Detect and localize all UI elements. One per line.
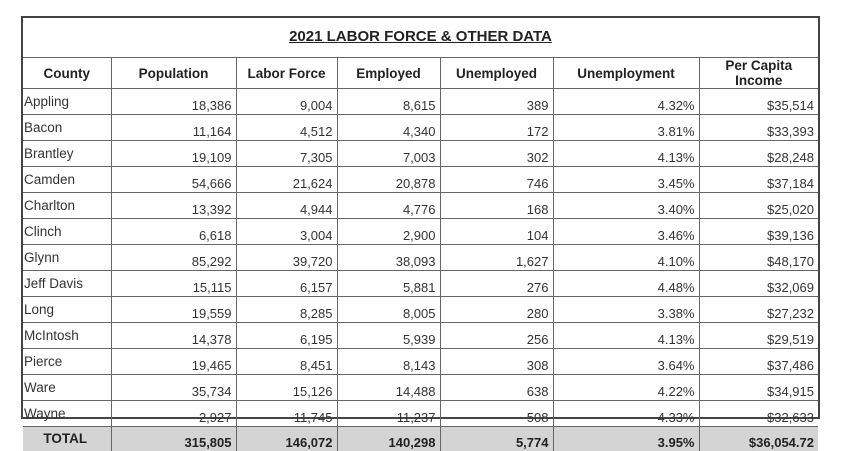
cell-labor-force: 21,624 — [236, 167, 337, 193]
cell-unemployment-rate: 4.13% — [553, 323, 699, 349]
cell-per-capita-income: $27,232 — [699, 297, 818, 323]
cell-unemployed: 172 — [440, 115, 553, 141]
cell-unemployment-rate: 4.13% — [553, 141, 699, 167]
cell-employed: 11,237 — [337, 401, 440, 427]
cell-labor-force: 6,157 — [236, 271, 337, 297]
header-row — [23, 58, 818, 89]
table-body — [23, 89, 818, 451]
cell-unemployment-rate: 3.46% — [553, 219, 699, 245]
cell-unemployed: 302 — [440, 141, 553, 167]
cell-per-capita-income: $32,633 — [699, 401, 818, 427]
cell-county: Long — [23, 297, 111, 323]
cell-labor-force: 15,126 — [236, 375, 337, 401]
header-per-capita-income: Per Capita Income — [699, 58, 818, 89]
cell-unemployment-rate: 4.22% — [553, 375, 699, 401]
cell-per-capita-income: $25,020 — [699, 193, 818, 219]
cell-county: Jeff Davis — [23, 271, 111, 297]
cell-labor-force: 8,285 — [236, 297, 337, 323]
cell-unemployment-rate: 4.32% — [553, 89, 699, 115]
cell-labor-force: 4,944 — [236, 193, 337, 219]
cell-unemployment-rate: 3.45% — [553, 167, 699, 193]
cell-per-capita-income: $48,170 — [699, 245, 818, 271]
cell-unemployed: 746 — [440, 167, 553, 193]
table-row — [23, 245, 818, 271]
cell-labor-force: 39,720 — [236, 245, 337, 271]
title-row — [23, 18, 818, 58]
cell-unemployment-rate: 4.10% — [553, 245, 699, 271]
total-employed: 140,298 — [337, 427, 440, 451]
cell-unemployed: 389 — [440, 89, 553, 115]
cell-employed: 8,143 — [337, 349, 440, 375]
cell-employed: 8,615 — [337, 89, 440, 115]
cell-labor-force: 3,004 — [236, 219, 337, 245]
cell-per-capita-income: $34,915 — [699, 375, 818, 401]
total-unemployed: 5,774 — [440, 427, 553, 451]
table-row — [23, 323, 818, 349]
cell-unemployment-rate: 4.48% — [553, 271, 699, 297]
table-row — [23, 193, 818, 219]
cell-population: 14,378 — [111, 323, 236, 349]
cell-population: 2,927 — [111, 401, 236, 427]
total-labor-force: 146,072 — [236, 427, 337, 451]
header-labor-force: Labor Force — [236, 58, 337, 89]
table-row — [23, 141, 818, 167]
cell-per-capita-income: $28,248 — [699, 141, 818, 167]
cell-population: 35,734 — [111, 375, 236, 401]
cell-employed: 38,093 — [337, 245, 440, 271]
total-county: TOTAL — [23, 427, 111, 451]
cell-employed: 20,878 — [337, 167, 440, 193]
cell-per-capita-income: $32,069 — [699, 271, 818, 297]
cell-employed: 5,881 — [337, 271, 440, 297]
cell-per-capita-income: $37,184 — [699, 167, 818, 193]
table-row — [23, 401, 818, 427]
cell-county: Pierce — [23, 349, 111, 375]
cell-labor-force: 4,512 — [236, 115, 337, 141]
cell-population: 15,115 — [111, 271, 236, 297]
table-row — [23, 271, 818, 297]
cell-per-capita-income: $33,393 — [699, 115, 818, 141]
cell-per-capita-income: $37,486 — [699, 349, 818, 375]
cell-population: 19,559 — [111, 297, 236, 323]
cell-labor-force: 11,745 — [236, 401, 337, 427]
cell-county: McIntosh — [23, 323, 111, 349]
cell-population: 13,392 — [111, 193, 236, 219]
cell-employed: 14,488 — [337, 375, 440, 401]
cell-population: 19,109 — [111, 141, 236, 167]
cell-population: 6,618 — [111, 219, 236, 245]
total-per-capita-income: $36,054.72 — [699, 427, 818, 451]
cell-per-capita-income: $35,514 — [699, 89, 818, 115]
cell-labor-force: 9,004 — [236, 89, 337, 115]
cell-unemployed: 280 — [440, 297, 553, 323]
cell-labor-force: 7,305 — [236, 141, 337, 167]
cell-county: Camden — [23, 167, 111, 193]
cell-employed: 8,005 — [337, 297, 440, 323]
table-title: 2021 LABOR FORCE & OTHER DATA — [23, 28, 818, 45]
cell-population: 54,666 — [111, 167, 236, 193]
cell-labor-force: 6,195 — [236, 323, 337, 349]
cell-unemployment-rate: 3.81% — [553, 115, 699, 141]
header-county: County — [23, 58, 111, 89]
table-row — [23, 89, 818, 115]
cell-county: Clinch — [23, 219, 111, 245]
cell-unemployment-rate: 3.64% — [553, 349, 699, 375]
cell-employed: 4,340 — [337, 115, 440, 141]
cell-employed: 5,939 — [337, 323, 440, 349]
cell-employed: 4,776 — [337, 193, 440, 219]
cell-unemployment-rate: 3.38% — [553, 297, 699, 323]
cell-county: Ware — [23, 375, 111, 401]
header-unemployed: Unemployed — [440, 58, 553, 89]
total-unemployment-rate: 3.95% — [553, 427, 699, 451]
cell-unemployed: 104 — [440, 219, 553, 245]
cell-per-capita-income: $39,136 — [699, 219, 818, 245]
table-row — [23, 167, 818, 193]
cell-unemployment-rate: 4.33% — [553, 401, 699, 427]
table-row — [23, 297, 818, 323]
table-row — [23, 349, 818, 375]
cell-unemployment-rate: 3.40% — [553, 193, 699, 219]
table-row — [23, 115, 818, 141]
cell-employed: 2,900 — [337, 219, 440, 245]
cell-employed: 7,003 — [337, 141, 440, 167]
cell-unemployed: 508 — [440, 401, 553, 427]
cell-labor-force: 8,451 — [236, 349, 337, 375]
table-row — [23, 375, 818, 401]
cell-population: 11,164 — [111, 115, 236, 141]
header-employed: Employed — [337, 58, 440, 89]
cell-unemployed: 308 — [440, 349, 553, 375]
cell-unemployed: 638 — [440, 375, 553, 401]
total-population: 315,805 — [111, 427, 236, 451]
cell-county: Bacon — [23, 115, 111, 141]
cell-population: 18,386 — [111, 89, 236, 115]
cell-unemployed: 1,627 — [440, 245, 553, 271]
cell-unemployed: 168 — [440, 193, 553, 219]
table-row — [23, 219, 818, 245]
cell-county: Charlton — [23, 193, 111, 219]
labor-force-table — [23, 58, 818, 451]
cell-county: Glynn — [23, 245, 111, 271]
cell-unemployed: 276 — [440, 271, 553, 297]
data-table-frame — [21, 16, 820, 419]
cell-unemployed: 256 — [440, 323, 553, 349]
cell-county: Brantley — [23, 141, 111, 167]
cell-population: 85,292 — [111, 245, 236, 271]
cell-county: Appling — [23, 89, 111, 115]
cell-per-capita-income: $29,519 — [699, 323, 818, 349]
header-population: Population — [111, 58, 236, 89]
cell-county: Wayne — [23, 401, 111, 427]
total-row — [23, 427, 818, 451]
cell-population: 19,465 — [111, 349, 236, 375]
header-unemployment: Unemployment — [553, 58, 699, 89]
